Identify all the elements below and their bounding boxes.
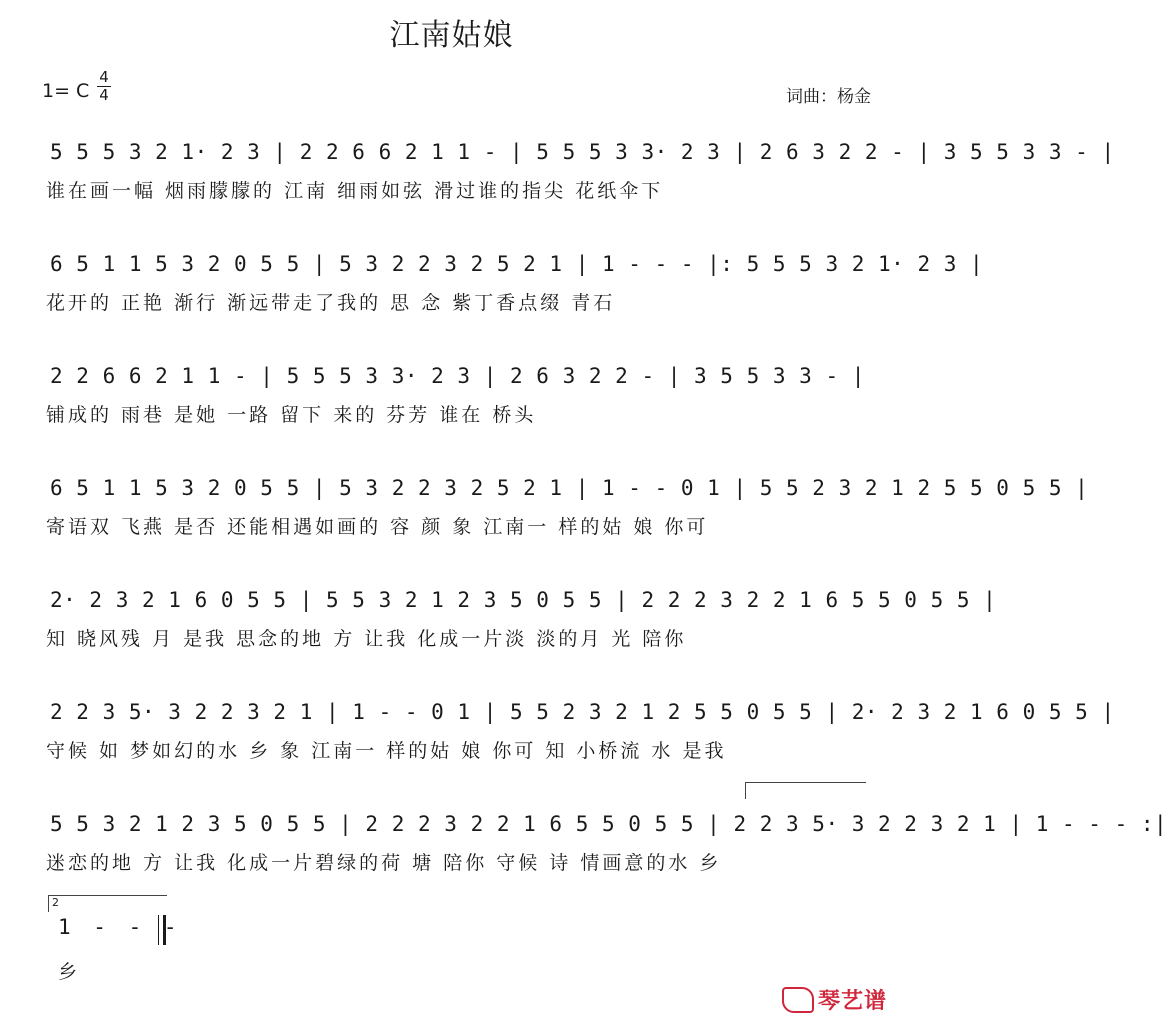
lyrics-line: 铺成的 雨巷 是她 一路 留下 来的 芬芳 谁在 桥头: [46, 404, 537, 426]
key-signature: 1= C: [42, 80, 90, 102]
final-notes: 1 - - -: [58, 915, 182, 939]
time-signature-top: 4: [99, 68, 109, 86]
score-row-1: [46, 118, 1115, 208]
credits: 词曲：杨金: [786, 87, 871, 107]
logo-icon: [782, 987, 814, 1013]
final-lyric: 乡: [58, 961, 78, 983]
notes-line: 2 2 6 6 2 1 1 - | 5 5 5 3 3· 2 3 | 2 6 3 2 2 - | 3 5 5 3 3 - |: [50, 364, 865, 388]
page-title: 江南姑娘: [389, 18, 514, 53]
score-row-5: [46, 566, 997, 656]
notes-line: 2 2 3 5· 3 2 2 3 2 1 | 1 - - 0 1 | 5 5 2 3 2 1 2 5 5 0 5 5 | 2· 2 3 2 1 6 0 5 5 |: [50, 700, 1115, 724]
lyrics-line: 寄语双 飞燕 是否 还能相遇如画的 容 颜 象 江南一 样的姑 娘 你可: [46, 516, 709, 538]
notes-line: 2· 2 3 2 1 6 0 5 5 | 5 5 3 2 1 2 3 5 0 5 5 | 2 2 2 3 2 2 1 6 5 5 0 5 5 |: [50, 588, 997, 612]
lyrics-line: 迷恋的地 方 让我 化成一片碧绿的荷 塘 陪你 守候 诗 情画意的水 乡: [46, 852, 722, 874]
score-row-4: [46, 454, 1089, 544]
lyrics-line: 花开的 正艳 渐行 渐远带走了我的 思 念 紫丁香点缀 青石: [46, 292, 616, 314]
notes-line: 6 5 1 1 5 3 2 0 5 5 | 5 3 2 2 3 2 5 2 1 | 1 - - 0 1 | 5 5 2 3 2 1 2 5 5 0 5 5 |: [50, 476, 1089, 500]
logo-text: 琴艺谱: [817, 989, 887, 1014]
final-barline: [158, 915, 166, 945]
volta-number: 2: [52, 896, 59, 909]
volta-bracket-2: [48, 895, 167, 912]
volta-bracket-1: [745, 782, 866, 799]
score-row-6: [46, 678, 1115, 768]
score-row-7: [46, 790, 1167, 880]
time-signature: [97, 70, 111, 103]
notes-line: 6 5 1 1 5 3 2 0 5 5 | 5 3 2 2 3 2 5 2 1 | 1 - - - |: 5 5 5 3 2 1· 2 3 |: [50, 252, 984, 276]
site-logo: [782, 984, 887, 1015]
notes-line: 5 5 5 3 2 1· 2 3 | 2 2 6 6 2 1 1 - | 5 5 5 3 3· 2 3 | 2 6 3 2 2 - | 3 5 5 3 3 - |: [50, 140, 1115, 164]
score-row-2: [46, 230, 984, 320]
notes-line: 5 5 3 2 1 2 3 5 0 5 5 | 2 2 2 3 2 2 1 6 5 5 0 5 5 | 2 2 3 5· 3 2 2 3 2 1 | 1 - - - :|: [50, 812, 1167, 836]
lyrics-line: 知 晓风残 月 是我 思念的地 方 让我 化成一片淡 淡的月 光 陪你: [46, 628, 687, 650]
lyrics-line: 守候 如 梦如幻的水 乡 象 江南一 样的姑 娘 你可 知 小桥流 水 是我: [46, 740, 727, 762]
time-signature-bottom: 4: [99, 86, 109, 104]
score-row-3: [46, 342, 870, 432]
lyrics-line: 谁在画一幅 烟雨朦朦的 江南 细雨如弦 滑过谁的指尖 花纸伞下: [46, 180, 664, 202]
